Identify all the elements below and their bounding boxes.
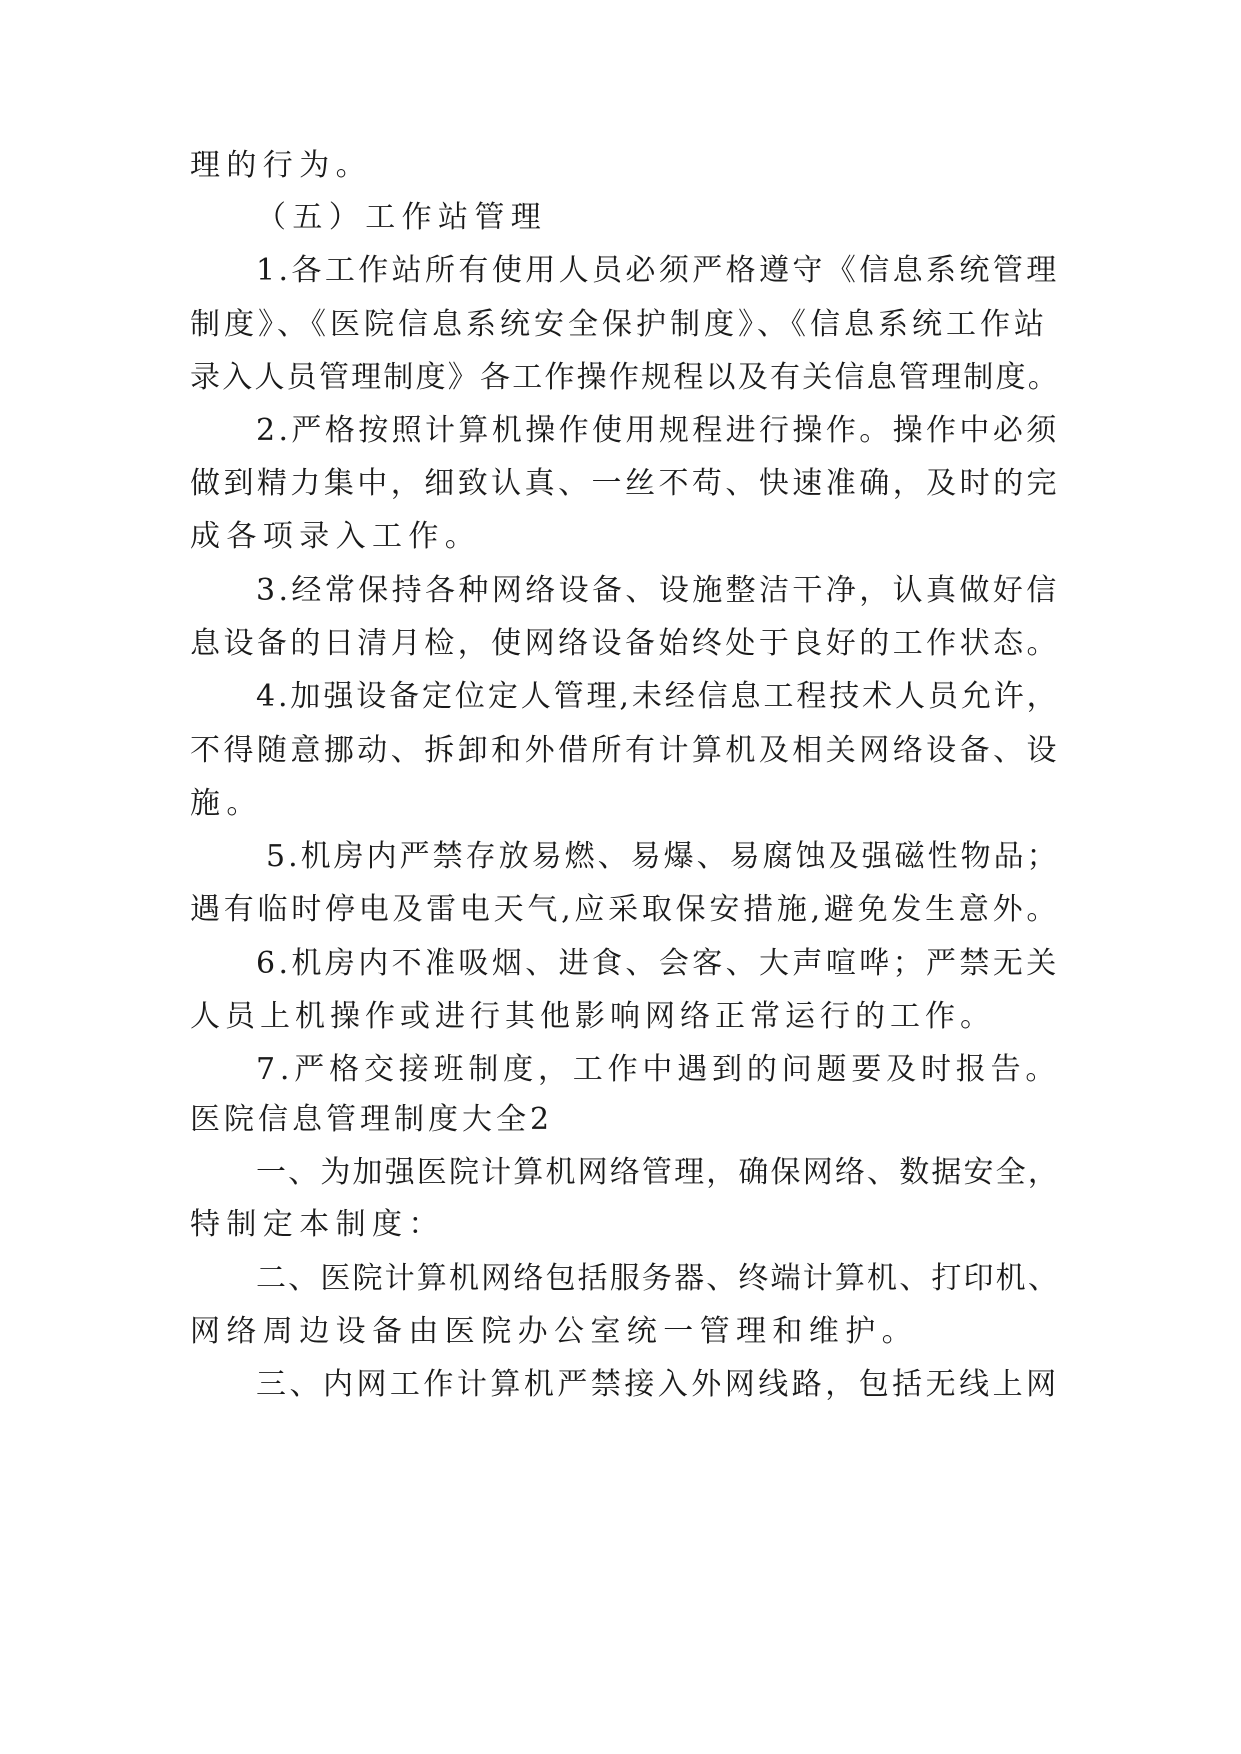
text-line: 4.加强设备定位定人管理,未经信息工程技术人员允许，: [256, 679, 1060, 714]
text-line: 录入人员管理制度》各工作操作规程以及有关信息管理制度。: [190, 360, 1060, 395]
text-line: 网络周边设备由医院办公室统一管理和维护。: [190, 1314, 918, 1349]
text-line: 3.经常保持各种网络设备、设施整洁干净，认真做好信: [256, 573, 1060, 608]
text-line: 二、医院计算机网络包括服务器、终端计算机、打印机、: [256, 1261, 1060, 1296]
text-line: 7.严格交接班制度，工作中遇到的问题要及时报告。: [256, 1052, 1061, 1087]
document-subtitle: 医院信息管理制度大全2: [190, 1102, 554, 1137]
text-line: 一、为加强医院计算机网络管理，确保网络、数据安全，: [256, 1155, 1060, 1190]
text-line: 三、内网工作计算机严禁接入外网线路，包括无线上网: [256, 1367, 1060, 1402]
text-line: 6.机房内不准吸烟、进食、会客、大声喧哗；严禁无关: [256, 946, 1060, 981]
text-line: 人员上机操作或进行其他影响网络正常运行的工作。: [190, 999, 995, 1034]
text-line: 5.机房内严禁存放易燃、易爆、易腐蚀及强磁性物品；: [266, 839, 1060, 874]
section-heading: （五）工作站管理: [256, 200, 548, 235]
text-line: 做到精力集中，细致认真、一丝不苟、快速准确，及时的完: [190, 466, 1060, 501]
text-line: 制度》、《医院信息系统安全保护制度》、《信息系统工作站: [190, 307, 1048, 342]
text-line: 特制定本制度：: [190, 1207, 445, 1242]
text-line: 2.严格按照计算机操作使用规程进行操作。操作中必须: [256, 413, 1060, 448]
text-line: 不得随意挪动、拆卸和外借所有计算机及相关网络设备、设: [190, 733, 1060, 768]
text-line: 施。: [190, 786, 263, 821]
text-line: 成各项录入工作。: [190, 519, 482, 554]
text-line: 遇有临时停电及雷电天气,应采取保安措施,避免发生意外。: [190, 892, 1061, 927]
text-line: 理的行为。: [190, 148, 372, 183]
text-line: 1.各工作站所有使用人员必须严格遵守《信息系统管理: [256, 253, 1060, 288]
text-line: 息设备的日清月检，使网络设备始终处于良好的工作状态。: [190, 626, 1060, 661]
